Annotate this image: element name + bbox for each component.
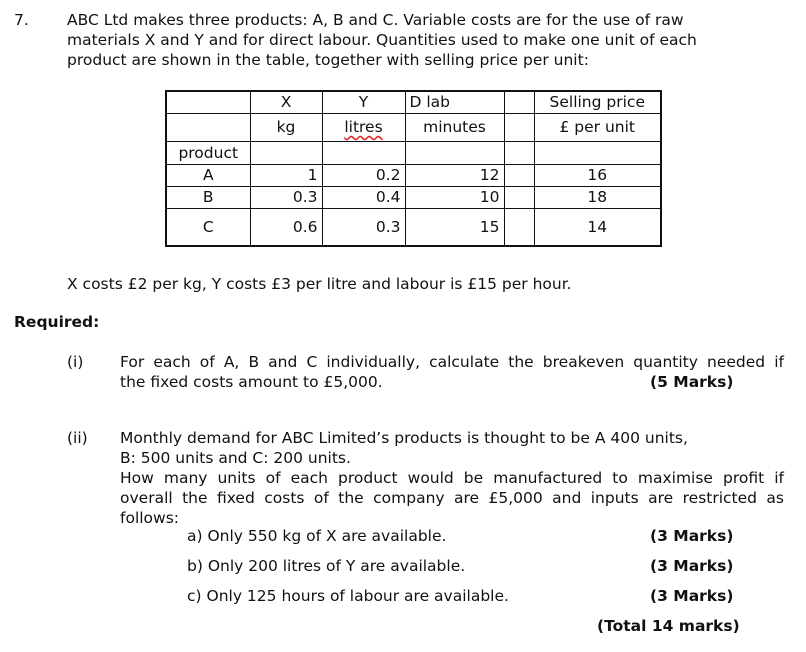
table-header-row-2: [166, 114, 661, 142]
table-header-cell: X: [250, 91, 322, 114]
y-cell: 0.2: [322, 165, 405, 187]
dlab-cell: 12: [405, 165, 504, 187]
part-ii-line-3: How many units of each product would be manufactured to maximise profit if: [120, 469, 784, 487]
product-cell: A: [166, 165, 250, 187]
table-header-cell: [504, 91, 534, 114]
part-ii-line-4: overall the fixed costs of the company are £5,000 and inputs are restricted as: [120, 489, 784, 507]
intro-line-1: ABC Ltd makes three products: A, B and C. Variable costs are for the use of raw: [67, 11, 684, 29]
table-header-cell: [166, 91, 250, 114]
y-cell: 0.4: [322, 187, 405, 209]
table-header-cell: Y: [322, 91, 405, 114]
table-row: [166, 165, 661, 187]
part-i-line-1: For each of A, B and C individually, calculate the breakeven quantity needed if: [120, 353, 784, 371]
constraint-a: a) Only 550 kg of X are available.: [187, 527, 447, 545]
dlab-cell: 10: [405, 187, 504, 209]
product-cell: C: [166, 209, 250, 247]
dlab-cell: 15: [405, 209, 504, 247]
total-marks: (Total 14 marks): [597, 617, 740, 635]
question-number: 7.: [14, 11, 29, 29]
table-header-cell: £ per unit: [534, 114, 661, 142]
product-cost-table: [165, 90, 662, 247]
constraint-b-marks: (3 Marks): [650, 557, 734, 575]
table-row-product-label: [166, 142, 661, 165]
part-ii-line-5: follows:: [120, 509, 180, 527]
table-header-cell: [322, 114, 405, 142]
price-cell: 16: [534, 165, 661, 187]
constraint-c: c) Only 125 hours of labour are available.: [187, 587, 509, 605]
intro-line-3: product are shown in the table, together with selling price per unit:: [67, 51, 589, 69]
part-ii-line-2: B: 500 units and C: 200 units.: [120, 449, 351, 467]
costs-line: X costs £2 per kg, Y costs £3 per litre and labour is £15 per hour.: [67, 275, 572, 293]
product-cell: B: [166, 187, 250, 209]
table-header-cell: [166, 114, 250, 142]
table-row: [166, 209, 661, 247]
price-cell: 14: [534, 209, 661, 247]
price-cell: 18: [534, 187, 661, 209]
intro-line-2: materials X and Y and for direct labour. Quantities used to make one unit of each: [67, 31, 697, 49]
table-header-cell: minutes: [405, 114, 504, 142]
table-row: [166, 187, 661, 209]
x-cell: 0.6: [250, 209, 322, 247]
table-header-cell: D lab: [405, 91, 504, 114]
part-ii-line-1: Monthly demand for ABC Limited’s products is thought to be A 400 units,: [120, 429, 688, 447]
product-label-cell: product: [166, 142, 250, 165]
part-ii-label: (ii): [67, 429, 88, 447]
x-cell: 0.3: [250, 187, 322, 209]
part-i-label: (i): [67, 353, 84, 371]
x-cell: 1: [250, 165, 322, 187]
table-header-cell: kg: [250, 114, 322, 142]
required-heading: Required:: [14, 313, 100, 331]
y-cell: 0.3: [322, 209, 405, 247]
constraint-b: b) Only 200 litres of Y are available.: [187, 557, 466, 575]
table-header-cell: Selling price: [534, 91, 661, 114]
table-header-row-1: [166, 91, 661, 114]
constraint-c-marks: (3 Marks): [650, 587, 734, 605]
part-i-marks: (5 Marks): [650, 373, 734, 391]
constraint-a-marks: (3 Marks): [650, 527, 734, 545]
part-i-line-2: the fixed costs amount to £5,000.: [120, 373, 383, 391]
misspelled-word: litres: [344, 118, 383, 136]
table-header-cell: [504, 114, 534, 142]
